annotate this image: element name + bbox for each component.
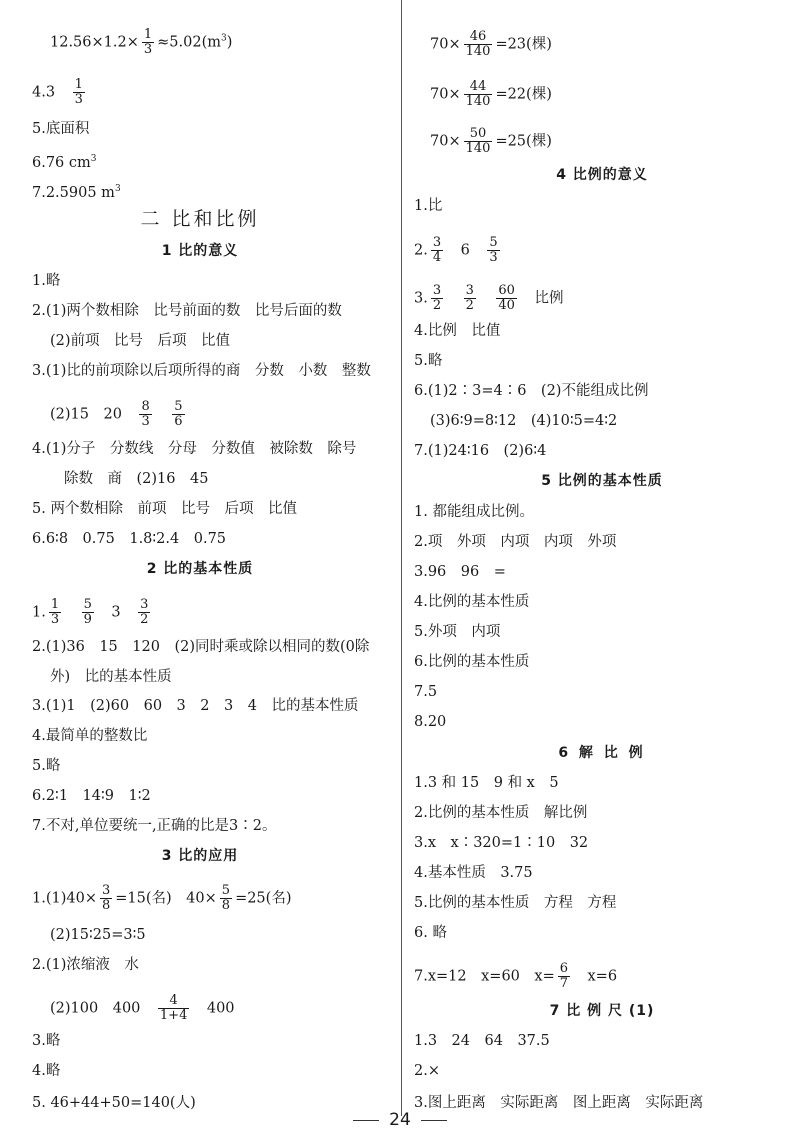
answer-line xyxy=(32,78,88,107)
superscript: 3 xyxy=(221,33,227,44)
page-number: 24 xyxy=(389,1110,411,1130)
answer-line: 6.比例的基本性质 xyxy=(414,654,530,670)
answer-line xyxy=(32,884,291,913)
answer-line: 1.3 和 15 9 和 x 5 xyxy=(414,775,559,791)
fraction xyxy=(464,80,493,109)
section-heading: 3 比的应用 xyxy=(161,848,239,864)
numerator: 46 xyxy=(464,30,493,45)
answer-line: 外) 比的基本性质 xyxy=(50,669,172,685)
text: x=6 xyxy=(587,968,618,985)
answer-line: 1. 都能组成比例。 xyxy=(414,504,534,520)
text: 1.(1)40× xyxy=(32,890,97,907)
right-column xyxy=(404,0,800,1110)
text: =23(棵) xyxy=(495,36,552,53)
fraction xyxy=(158,994,189,1023)
answer-line xyxy=(430,30,552,59)
answer-line: 6.6∶8 0.75 1.8∶2.4 0.75 xyxy=(32,531,227,547)
answer-line: 4.比例的基本性质 xyxy=(414,594,530,610)
answer-line: (3)6∶9=8∶12 (4)10∶5=4∶2 xyxy=(430,413,618,429)
answer-line xyxy=(414,236,503,265)
numerator: 6 xyxy=(559,961,568,976)
footer-dash xyxy=(353,1120,379,1121)
denominator: 2 xyxy=(140,612,149,627)
text: =22(棵) xyxy=(495,86,552,103)
denominator: 6 xyxy=(174,414,183,429)
fraction xyxy=(464,30,493,59)
answer-line xyxy=(50,28,232,57)
fraction xyxy=(142,28,154,57)
text: 70× xyxy=(430,36,461,53)
denominator: 4 xyxy=(432,250,442,265)
answer-line: 2.项 外项 内项 内项 外项 xyxy=(414,534,617,550)
numerator: 50 xyxy=(464,127,493,142)
answer-line: 6. 略 xyxy=(414,925,447,941)
fraction xyxy=(49,598,61,627)
answer-line xyxy=(50,400,188,429)
answer-line: 7.5 xyxy=(414,684,438,700)
answer-line: 5. 46+44+50=140(人) xyxy=(32,1095,196,1111)
numerator: 3 xyxy=(432,235,442,250)
text: ≈5.02(m xyxy=(157,34,221,51)
fraction xyxy=(431,236,443,265)
section-heading: 6 解 比 例 xyxy=(558,745,646,761)
numerator: 3 xyxy=(432,283,442,298)
text: =25(名) xyxy=(235,890,292,907)
fraction xyxy=(464,127,493,156)
answer-line: 除数 商 (2)16 45 xyxy=(64,471,209,487)
text: 3. xyxy=(414,290,428,307)
text: 1. xyxy=(32,604,46,621)
text: 4.3 xyxy=(32,84,56,101)
text: 6 xyxy=(460,242,470,259)
denominator: 2 xyxy=(465,298,474,313)
answer-line xyxy=(32,150,97,172)
denominator: 9 xyxy=(83,612,92,627)
numerator: 1 xyxy=(74,77,83,92)
denominator: 7 xyxy=(559,976,568,991)
fraction xyxy=(558,962,570,991)
fraction xyxy=(138,598,150,627)
numerator: 1 xyxy=(50,597,60,612)
answer-line: 4.(1)分子 分数线 分母 分数值 被除数 除号 xyxy=(32,441,357,457)
answer-line: 8.20 xyxy=(414,714,447,730)
section-heading: 1 比的意义 xyxy=(161,243,239,259)
numerator: 3 xyxy=(140,597,149,612)
page-footer xyxy=(0,1110,800,1130)
answer-line xyxy=(430,80,552,109)
section-heading: 5 比例的基本性质 xyxy=(541,473,663,489)
denominator: 3 xyxy=(141,414,150,429)
answer-line: 2.(1)两个数相除 比号前面的数 比号后面的数 xyxy=(32,303,342,319)
numerator: 8 xyxy=(141,399,150,414)
denominator: 1+4 xyxy=(159,1008,188,1023)
denominator: 140 xyxy=(465,44,491,59)
text: 2. xyxy=(414,242,428,259)
answer-line: 6.2∶1 14∶9 1∶2 xyxy=(32,788,151,804)
answer-line: 3.96 96 = xyxy=(414,564,506,580)
text: (2)15 20 xyxy=(50,406,122,423)
fraction xyxy=(220,884,232,913)
numerator: 5 xyxy=(221,883,231,898)
answer-line: 6.(1)2∶3=4∶6 (2)不能组成比例 xyxy=(414,383,649,399)
numerator: 5 xyxy=(489,235,498,250)
fraction xyxy=(464,284,476,313)
denominator: 40 xyxy=(498,298,515,313)
answer-line: 3.图上距离 实际距离 图上距离 实际距离 xyxy=(414,1095,704,1111)
answer-line: 4.略 xyxy=(32,1063,61,1079)
answer-line: 4.比例 比值 xyxy=(414,323,501,339)
answer-line xyxy=(32,180,121,202)
answer-line: (2)15∶25=3∶5 xyxy=(50,927,146,943)
answer-line: 2.比例的基本性质 解比例 xyxy=(414,805,588,821)
text: 70× xyxy=(430,133,461,150)
fraction xyxy=(496,284,517,313)
answer-line: 2.× xyxy=(414,1063,440,1079)
numerator: 44 xyxy=(464,80,493,95)
answer-line: 2.(1)36 15 120 (2)同时乘或除以相同的数(0除 xyxy=(32,639,370,655)
denominator: 2 xyxy=(432,298,442,313)
answer-line: 1.3 24 64 37.5 xyxy=(414,1033,550,1049)
answer-line: 3.(1)比的前项除以后项所得的商 分数 小数 整数 xyxy=(32,363,371,379)
answer-line: 4.最简单的整数比 xyxy=(32,728,148,744)
fraction xyxy=(431,284,443,313)
answer-line: 7.不对,单位要统一,正确的比是3∶2。 xyxy=(32,818,277,834)
fraction xyxy=(100,884,112,913)
fraction xyxy=(73,78,85,107)
superscript: 3 xyxy=(114,184,121,194)
denominator: 3 xyxy=(489,250,498,265)
denominator: 8 xyxy=(101,898,111,913)
numerator: 3 xyxy=(465,283,474,298)
answer-line: 4.基本性质 3.75 xyxy=(414,865,533,881)
denominator: 8 xyxy=(221,898,231,913)
numerator: 4 xyxy=(158,994,189,1009)
footer-dash xyxy=(421,1120,447,1121)
superscript: 3 xyxy=(90,154,97,164)
denominator: 3 xyxy=(50,612,60,627)
fraction xyxy=(487,236,499,265)
numerator: 3 xyxy=(101,883,111,898)
answer-line: 5.略 xyxy=(32,758,61,774)
answer-line: 2.(1)浓缩液 水 xyxy=(32,957,139,973)
denominator: 140 xyxy=(465,141,491,156)
text: 70× xyxy=(430,86,461,103)
denominator: 140 xyxy=(465,94,491,109)
answer-line: (2)前项 比号 后项 比值 xyxy=(50,333,231,349)
answer-line: 3.(1)1 (2)60 60 3 2 3 4 比的基本性质 xyxy=(32,698,359,714)
answer-line xyxy=(430,127,552,156)
answer-line: 5.外项 内项 xyxy=(414,624,501,640)
numerator: 60 xyxy=(498,283,515,298)
text: 7.2.5905 m xyxy=(32,184,115,201)
text: 6.76 cm xyxy=(32,154,91,171)
numerator: 5 xyxy=(174,399,183,414)
answer-line: 1.比 xyxy=(414,198,443,214)
fraction xyxy=(172,400,184,429)
denominator: 3 xyxy=(74,92,83,107)
answer-line: 5.略 xyxy=(414,353,443,369)
section-heading: 2 比的基本性质 xyxy=(146,561,254,577)
column-divider xyxy=(401,0,402,1116)
answer-line xyxy=(32,598,153,627)
text: 3 xyxy=(111,604,121,621)
answer-line: 7.(1)24∶16 (2)6∶4 xyxy=(414,443,547,459)
answer-line xyxy=(50,994,235,1023)
text: =25(棵) xyxy=(495,133,552,150)
left-column xyxy=(0,0,400,1110)
text: 比例 xyxy=(534,290,564,307)
answer-line xyxy=(414,284,563,313)
text: =15(名) 40× xyxy=(115,890,217,907)
answer-line: 5.底面积 xyxy=(32,121,90,137)
text: 12.56×1.2× xyxy=(50,34,139,51)
answer-line xyxy=(414,962,617,991)
section-heading: 4 比例的意义 xyxy=(556,167,648,183)
answer-line: 5.比例的基本性质 方程 方程 xyxy=(414,895,617,911)
text: 7.x=12 x=60 x= xyxy=(414,968,555,985)
answer-line: 3.略 xyxy=(32,1033,61,1049)
numerator: 1 xyxy=(143,27,153,42)
answer-line: 5. 两个数相除 前项 比号 后项 比值 xyxy=(32,501,297,517)
answer-line: 1.略 xyxy=(32,273,61,289)
answer-line: 3.x x∶320=1∶10 32 xyxy=(414,835,589,851)
chapter-title: 二 比和比例 xyxy=(140,208,260,230)
text: ) xyxy=(226,34,233,51)
fraction xyxy=(139,400,151,429)
section-heading: 7 比 例 尺 (1) xyxy=(549,1003,655,1019)
denominator: 3 xyxy=(143,42,153,57)
numerator: 5 xyxy=(83,597,92,612)
text: (2)100 400 xyxy=(50,1000,141,1017)
text: 400 xyxy=(206,1000,235,1017)
fraction xyxy=(82,598,94,627)
